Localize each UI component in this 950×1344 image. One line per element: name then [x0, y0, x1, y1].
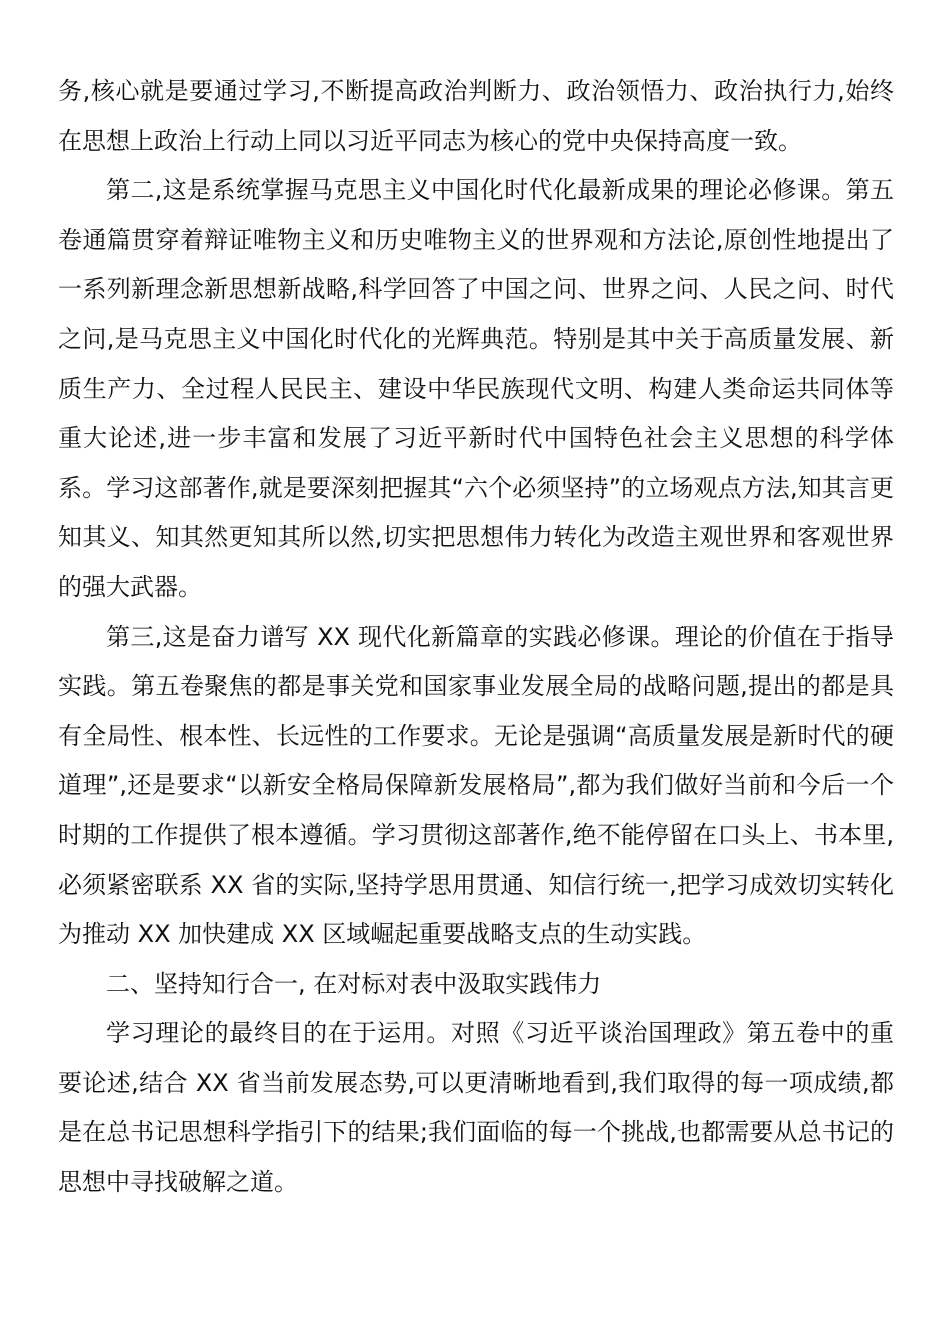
document-page	[58, 67, 894, 1208]
paragraph-section-intro: 学习理论的最终目的在于运用。对照《习近平谈治国理政》第五卷中的重要论述,结合 XX 省当前发展态势,可以更清晰地看到,我们取得的每一项成绩,都是在总书记思想科学指引下的结果;我们面临的每一个挑战,也都需要从总书记的思想中寻找破解之道。	[58, 1019, 894, 1197]
paragraph-continuation: 务,核心就是要通过学习,不断提高政治判断力、政治领悟力、政治执行力,始终在思想上政治上行动上同以习近平同志为核心的党中央保持高度一致。	[58, 77, 894, 155]
section-heading: 二、坚持知行合一, 在对标对表中汲取实践伟力	[106, 969, 602, 998]
paragraph-third-point: 第三,这是奋力谱写 XX 现代化新篇章的实践必修课。理论的价值在于指导实践。第五卷聚焦的都是事关党和国家事业发展全局的战略问题,提出的都是具有全局性、根本性、长远性的工作要求。无论是强调“高质量发展是新时代的硬道理”,还是要求“以新安全格局保障新发展格局”,都为我们做好当前和今后一个时期的工作提供了根本遵循。学习贯彻这部著作,绝不能停留在口头上、书本里,必须紧密联系 XX 省的实际,坚持学思用贯通、知信行统一,把学习成效切实转化为推动 XX 加快建成 XX 区域崛起重要战略支点的生动实践。	[58, 622, 894, 949]
paragraph-second-point: 第二,这是系统掌握马克思主义中国化时代化最新成果的理论必修课。第五卷通篇贯穿着辩证唯物主义和历史唯物主义的世界观和方法论,原创性地提出了一系列新理念新思想新战略,科学回答了中国之问、世界之问、人民之问、时代之问,是马克思主义中国化时代化的光辉典范。特别是其中关于高质量发展、新质生产力、全过程人民民主、建设中华民族现代文明、构建人类命运共同体等重大论述,进一步丰富和发展了习近平新时代中国特色社会主义思想的科学体系。学习这部著作,就是要深刻把握其“六个必须坚持”的立场观点方法,知其言更知其义、知其然更知其所以然,切实把思想伟力转化为改造主观世界和客观世界的强大武器。	[58, 176, 894, 601]
